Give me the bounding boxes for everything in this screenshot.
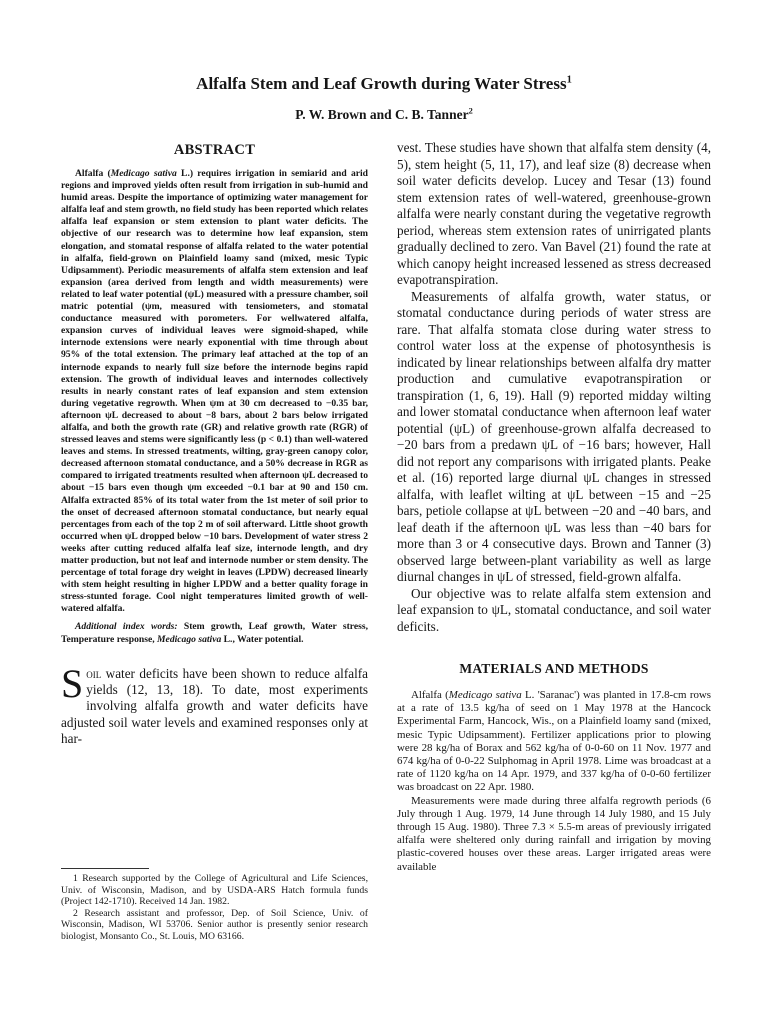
methods-paragraph: Measurements were made during three alfalfa regrowth periods (6 July through 1 Aug. 1979, 14 June through 14 July 1980, and 15 July through 15 Aug. 1980). Three 7.3 × 5.5-m areas of previously irrigated alfalfa were sheltered only during rainfall and irrigation by moving plastic-covered houses over these areas. Larger irrigated areas were available: [397, 794, 711, 873]
body-paragraph: Our objective was to relate alfalfa stem extension and leaf expansion to ψL, stomatal conductance, and soil water deficits.: [397, 585, 711, 634]
body-paragraph: Measurements of alfalfa growth, water status, or stomatal conductance during periods of water stress are rare. That alfalfa stomata close during water stress to control water loss at the expense of photosynthesis is indicated by linear relationships between alfalfa dry matter production and cumulative evapotranspiration or transpiration (1, 6, 19). Hall (9) reported midday wilting and lower stomatal conductance when afternoon leaf water potential (ψL) of greenhouse-grown alfalfa decreased to −20 bars from a predawn ψL of −16 bars; however, Hall did not report any comparisons with irrigated plants. Peake et al. (16) reported large diurnal ψL changes in stressed alfalfa, with leaflet wilting at ψL between −15 and −25 bars, petiole collapse at ψL between −20 and −40 bars, and leaf death if the afternoon ψL was less than −40 bars for more than 3 or 4 consecutive days. Brown and Tanner (3) observed large between-plant variability as well as large diurnal changes in ψL of stressed, field-grown alfalfa.: [397, 288, 711, 584]
footnote-1: 1 Research supported by the College of Agricultural and Life Sciences, Univ. of Wisconsin, Madison, and by USDA-ARS Hatch formula funds (Project 142-1710). Received 14 Jan. 1982.: [61, 873, 368, 908]
right-column: [397, 140, 711, 874]
title-footnote-marker: 1: [566, 74, 572, 86]
body-paragraph: vest. These studies have shown that alfalfa stem density (4, 5), stem height (5, 11, 17), and leaf size (8) decrease when soil water deficits develop. Lucey and Tesar (13) found stem extension rates of well-watered, greenhouse-grown alfalfa were nearly constant during the vegetative regrowth period, whereas stem extension rates of unirrigated plants gradually declined to zero. Van Bavel (21) found the rate at which canopy height increased lessened as stress decreased evapotranspiration.: [397, 140, 711, 287]
index-words-label: Additional index words:: [75, 621, 178, 633]
section-heading-materials-methods: MATERIALS AND METHODS: [459, 661, 649, 676]
footnote-rule: [61, 868, 149, 869]
abstract-text: Alfalfa (Medicago sativa L.) requires irrigation in semiarid and arid regions and improved yields often result from irrigation in sub-humid and humid areas. Despite the importance of optimizing water management for alfalfa leaf and stem growth, no field study has been reported which relates alfalfa leaf expansion or stem extension to plant water deficits. The objective of our research was to determine how leaf expansion, stem elongation, and stomatal response of alfalfa related to the water potential in alfalfa, field-grown on Plainfield loamy sand (mixed, mesic Typic Udipsamment). Periodic measurements of alfalfa stem extension and leaf expansion (area derived from length and width measurements) were related to leaf water potential (ψL) measured with a pressure chamber, soil matric potential (ψm, measured with tensiometers, and stomatal conductance measured with porometers. For wellwatered alfalfa, expansion curves of individual leaves were sigmoid-shaped, while internode extensions were nearly exponential with time through about 95% of the total extension. The primary leaf attached at the top of an internode expands to nearly full size before the internode begins rapid extension. The growth of individual leaves and internodes collectively results in nearly constant rates of leaf expansion and stem extension during vegetative regrowth. When ψm at 30 cm decreased to −0.35 bar, afternoon ψL decreased to about −8 bars, about 2 bars below irrigated alfalfa, and both the growth rate (GR) and relative growth rate (RGR) of stressed leaves and stems were significantly less (p < 0.1) than well-watered leaves and stems. In stressed treatments, wilting, gray-green canopy color, decreased afternoon stomatal conductance, and a 50% decrease in RGR as compared to irrigated treatments resulted when afternoon ψL decreased to about −15 bars even though ψm exceeded −0.1 bar at 90 and 150 cm. Alfalfa extracted 85% of its total water from the 1st meter of soil prior to the onset of decreased afternoon stomatal conductance, but nearly equal percentages from each of the top 2 m of soil afterward. Little shoot growth occurred when ψL dropped below −10 bars. Development of water stress 2 weeks after cutting reduced alfalfa leaf size, internode length, and dry matter production, but not leaf and internode number or stem density. The percentage of total forage dry weight in leaves (LPDW) decreased linearly with stem height resulting in higher LPDW and a better quality forage in stress-stunted forage. Cool night temperatures limited growth of well-watered alfalfa.: [61, 168, 368, 615]
paper-title: Alfalfa Stem and Leaf Growth during Water Stress$^1$: [196, 74, 572, 93]
paper-authors: P. W. Brown and C. B. Tanner$^2$: [295, 106, 473, 122]
left-column: [61, 140, 368, 748]
drop-cap: S: [61, 660, 84, 706]
index-words: Additional index words: Stem growth, Leaf growth, Water stress, Temperature response, Medicago sativa L., Water potential.: [61, 621, 368, 645]
intro-paragraph: Soil water deficits have been shown to reduce alfalfa yields (12, 13, 18). To date, most experiments involving alfalfa growth and water deficits have adjusted soil water levels and examined responses only at har-: [61, 660, 368, 747]
authors-footnote-marker: 2: [468, 106, 473, 116]
methods-paragraph: Alfalfa (Medicago sativa L. 'Saranac') was planted in 17.8-cm rows at a rate of 13.5 kg/ha of seed on 1 May 1978 at the Hancock Experimental Farm, Hancock, Wis., on a Plainfield loamy sand (mixed, mesic Typic Udipsamment). Fertilizer applications prior to plowing were 28 kg/ha of Borax and 562 kg/ha of 0-0-60 on 11 Nov. 1977 and 674 kg/ha of 0-0-22 Sulphomag in April 1978. Lime was broadcast at a rate of 1120 kg/ha on 14 Apr. 1979, and 337 kg/ha of 0-0-60 fertilizer was broadcast on 22 Apr. 1980.: [397, 689, 711, 794]
footnote-2: 2 Research assistant and professor, Dep. of Soil Science, Univ. of Wisconsin, Madison, WI 53706. Senior author is presently senior research biologist, Monsanto Co., St. Louis, MO 63166.: [61, 907, 368, 942]
footnotes: [61, 868, 368, 943]
abstract-heading: ABSTRACT: [173, 142, 256, 158]
